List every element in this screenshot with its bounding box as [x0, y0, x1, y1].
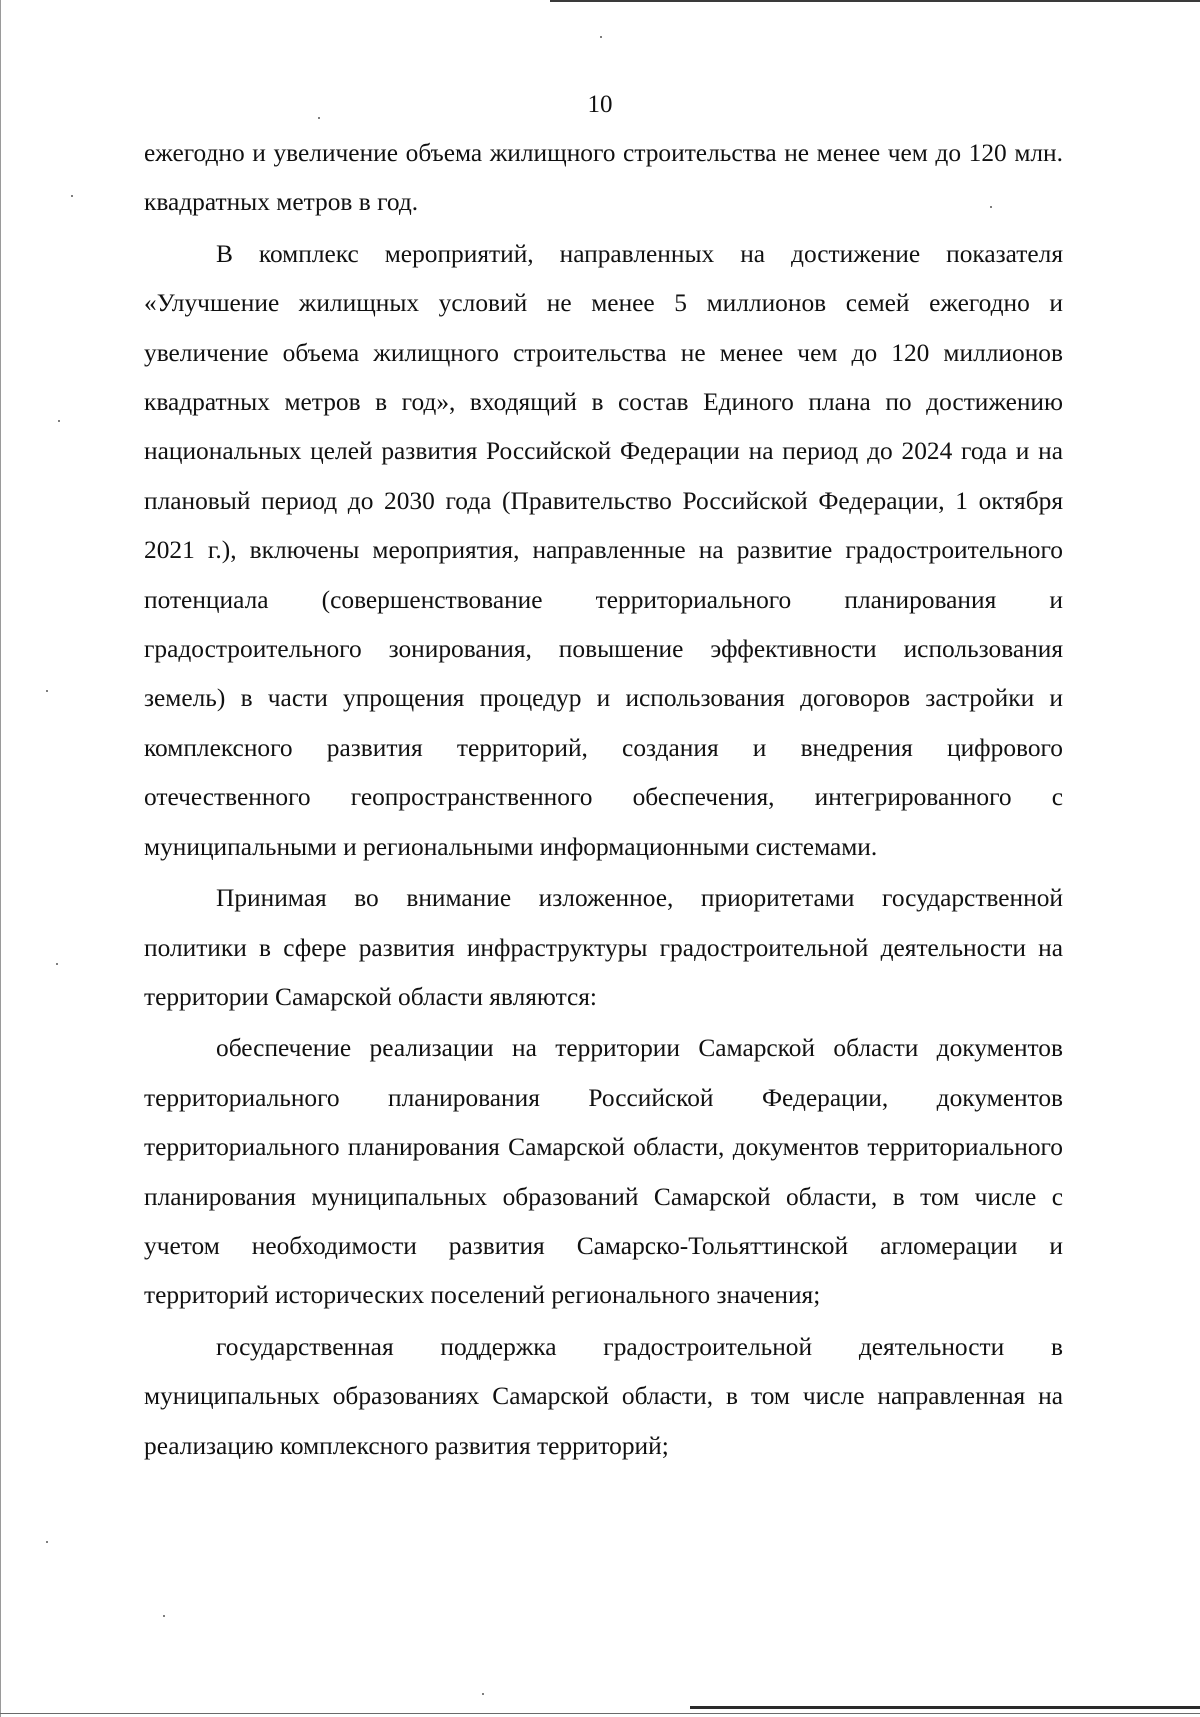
paragraph-measures: В комплекс мероприятий, направленных на достижение показателя «Улучшение жилищных условий не менее 5 миллионов семей ежегодно и увеличение объема жилищного строительства не менее чем до 120 миллионов квадратных метров в год», входящий в состав Единого плана по достижению национальных целей развития Российской Федерации на период до 2024 года и на плановый период до 2030 года (Правительство Российской Федерации, 1 октября 2021 г.), включены мероприятия, направленные на развитие градостроительного потенциала (совершенствование территориального планирования и градостроительного зонирования, повышение эффективности использования земель) в части упрощения процедур и использования договоров застройки и комплексного развития территорий, создания и внедрения цифрового отечественного геопространственного обеспечения, интегрированного с муниципальными и региональными информационными системами. [144, 239, 1063, 861]
document-body [144, 129, 1063, 1471]
scan-edge-bottom [690, 1706, 1200, 1709]
scan-edge-top [550, 0, 1200, 2]
scan-speck [56, 963, 58, 965]
scan-speck [46, 1541, 48, 1543]
paragraph-priority-documents: обеспечение реализации на территории Самарской области документов территориального планирования Российской Федерации, документов территориального планирования Самарской области, документов территориального планирования муниципальных образований Самарской области, в том числе с учетом необходимости развития Самарско-Тольяттинской агломерации и территорий исторических поселений регионального значения; [144, 1034, 1063, 1310]
scan-speck [482, 1693, 484, 1695]
scan-speck [58, 420, 60, 422]
scan-speck [163, 1615, 165, 1617]
scan-speck [600, 36, 602, 38]
scan-speck [71, 195, 73, 197]
scan-edge-bottom-line [0, 1713, 1200, 1714]
paragraph-priorities-intro: Принимая во внимание изложенное, приоритетами государственной политики в сфере развития инфраструктуры градостроительной деятельности на территории Самарской области являются: [144, 884, 1063, 1011]
scan-edge-left [0, 0, 1, 1717]
paragraph-priority-support: государственная поддержка градостроительной деятельности в муниципальных образованиях Самарской области, в том числе направленная на реализацию комплексного развития территорий; [144, 1332, 1063, 1460]
paragraph-continuation: ежегодно и увеличение объема жилищного строительства не менее чем до 120 млн. квадратных метров в год. [144, 139, 1063, 217]
scan-speck [46, 690, 48, 692]
page-number: 10 [587, 91, 613, 118]
